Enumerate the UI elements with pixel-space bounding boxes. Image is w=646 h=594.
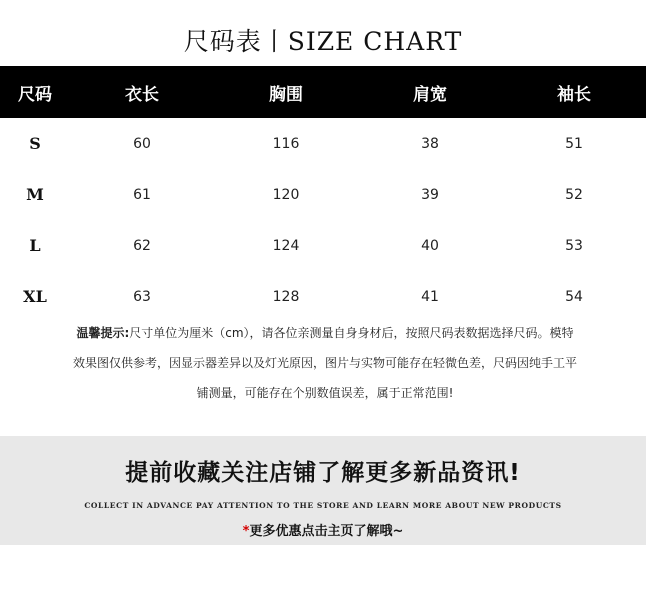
size-cell: L bbox=[29, 236, 41, 255]
shoulder-cell: 41 bbox=[421, 288, 439, 305]
chest-cell: 128 bbox=[272, 288, 300, 305]
note-label: 温馨提示: bbox=[76, 326, 130, 340]
star-mark: * bbox=[242, 524, 250, 539]
measurement-note bbox=[60, 318, 590, 408]
sleeve-cell: 52 bbox=[565, 186, 583, 203]
promo-english-text: COLLECT IN ADVANCE PAY ATTENTION TO THE STORE AND LEARN MORE ABOUT NEW PRODUCTS bbox=[84, 501, 562, 510]
size-cell: S bbox=[29, 134, 41, 153]
shoulder-cell: 40 bbox=[421, 237, 439, 254]
promo-subtitle bbox=[0, 520, 646, 539]
size-cell: M bbox=[26, 185, 44, 204]
header-shoulder: 肩宽 bbox=[413, 84, 447, 105]
table-row bbox=[0, 118, 646, 169]
shoulder-cell: 39 bbox=[421, 186, 439, 203]
table-header-row bbox=[0, 66, 646, 118]
header-chest: 胸围 bbox=[269, 84, 303, 105]
size-cell: XL bbox=[23, 287, 47, 306]
note-line-1 bbox=[60, 318, 590, 348]
sleeve-cell: 54 bbox=[565, 288, 583, 305]
page-title: 尺码表丨SIZE CHART bbox=[183, 27, 463, 56]
table-row bbox=[0, 271, 646, 322]
promo-banner bbox=[0, 436, 646, 545]
chest-cell: 124 bbox=[272, 237, 300, 254]
chest-cell: 116 bbox=[272, 135, 300, 152]
shoulder-cell: 38 bbox=[421, 135, 439, 152]
sleeve-cell: 53 bbox=[565, 237, 583, 254]
table-row bbox=[0, 169, 646, 220]
sleeve-cell: 51 bbox=[565, 135, 583, 152]
note-line-2: 效果图仅供参考，因显示器差异以及灯光原因，图片与实物可能存在轻微色差，尺码因纯手工平 bbox=[72, 356, 577, 370]
size-chart-table bbox=[0, 66, 646, 322]
note-text-1: 尺寸单位为厘米（cm），请各位亲测量自身身材后，按照尺码表数据选择尺码。模特 bbox=[129, 326, 574, 340]
length-cell: 63 bbox=[133, 288, 151, 305]
promo-title: 提前收藏关注店铺了解更多新品资讯! bbox=[125, 460, 521, 486]
header-sleeve: 袖长 bbox=[557, 84, 591, 105]
header-size: 尺码 bbox=[18, 84, 52, 105]
length-cell: 61 bbox=[133, 186, 151, 203]
table-row bbox=[0, 220, 646, 271]
length-cell: 60 bbox=[133, 135, 151, 152]
chest-cell: 120 bbox=[272, 186, 300, 203]
note-line-3: 铺测量，可能存在个别数值误差，属于正常范围! bbox=[196, 386, 454, 400]
length-cell: 62 bbox=[133, 237, 151, 254]
promo-subtitle-text: 更多优惠点击主页了解哦~ bbox=[249, 524, 404, 539]
header-length: 衣长 bbox=[125, 84, 159, 105]
